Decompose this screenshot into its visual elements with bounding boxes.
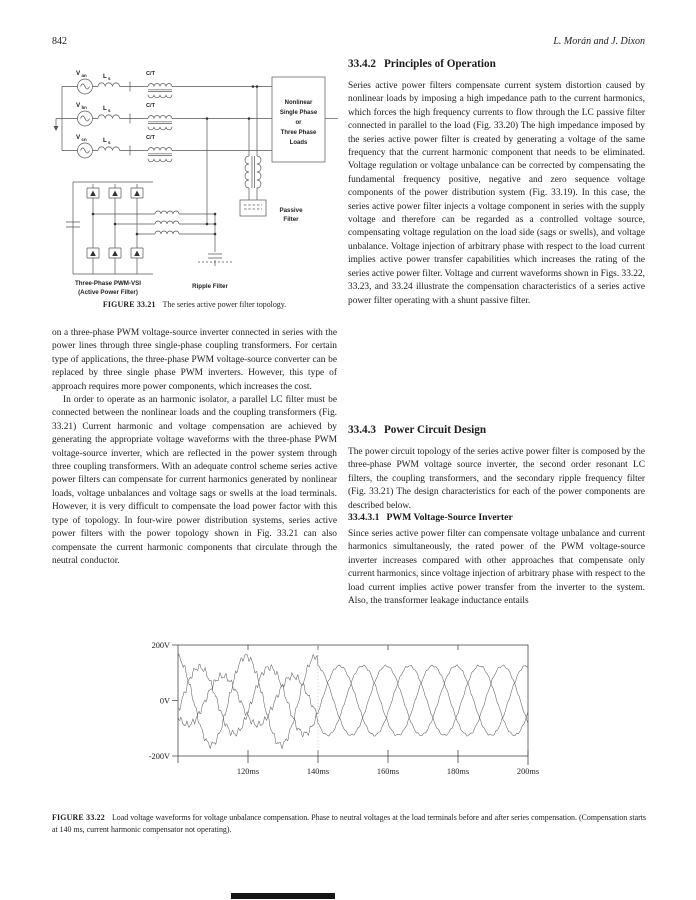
voltage-source-a — [78, 79, 93, 94]
waveform-chart-figure-33-22 — [130, 637, 560, 789]
x-tick-label: 180ms — [446, 767, 470, 776]
paragraph: The power circuit topology of the series active power filter is composed by the three-phase PWM voltage source inverter, the second order resonant LC filters, the coupling transformers, and the secondary ripple frequency filter (Fig. 33.21) The design characteristics for each of the power components are described below. — [348, 447, 645, 511]
igbt-switch — [131, 244, 143, 262]
waveform-series — [178, 654, 528, 748]
inductor-ls-b — [98, 115, 120, 119]
svg-text:s: s — [108, 108, 111, 113]
subsection-number: 33.4.3.1 — [348, 512, 380, 523]
figure-33-22-caption — [52, 812, 646, 836]
running-head-authors: L. Morán and J. Dixon — [553, 36, 645, 47]
ripple-filter-inductor — [155, 211, 179, 214]
label-nonlinear-loads — [280, 100, 318, 146]
page-number: 842 — [52, 36, 67, 47]
passive-filter-capacitor-box — [240, 200, 266, 216]
circuit-wiring — [54, 77, 339, 274]
plot-frame — [172, 645, 528, 765]
svg-text:an: an — [81, 73, 87, 78]
igbt-switch — [131, 184, 143, 202]
section-title: Power Circuit Design — [383, 424, 487, 436]
voltage-source-b — [78, 111, 93, 126]
svg-text:Nonlinear: Nonlinear — [284, 100, 313, 106]
section-heading — [348, 58, 645, 70]
svg-text:L: L — [103, 105, 107, 112]
y-tick-label: 200V — [151, 641, 170, 650]
circuit-diagram-figure-33-21 — [50, 54, 346, 302]
section-33-4-3-1 — [348, 512, 645, 608]
voltage-source-c — [78, 143, 93, 158]
inductor-ls-a — [98, 83, 120, 87]
waveform-phase-b — [178, 664, 528, 737]
label-ct-c: C/T — [146, 135, 156, 141]
coupling-transformer-c — [148, 148, 172, 162]
igbt-switch — [87, 244, 99, 262]
x-tick-label: 200ms — [516, 767, 540, 776]
svg-text:s: s — [108, 140, 111, 145]
label-passive-filter — [279, 207, 303, 223]
x-tick-label: 120ms — [236, 767, 260, 776]
figure-33-22-caption-label: FIGURE 33.22 — [52, 813, 105, 822]
svg-text:Loads: Loads — [289, 140, 308, 146]
label-vbn: V — [76, 102, 81, 109]
x-tick-label: 140ms — [306, 767, 330, 776]
subsection-title: PWM Voltage-Source Inverter — [386, 512, 513, 523]
coupling-transformer-b — [148, 116, 172, 130]
figure-33-22-caption-text: Load voltage waveforms for voltage unbalance compensation. Phase to neutral voltages at the load terminals before and after series compensation. (Compensation starts at 140 ms, current harmonic compensator not operating). — [52, 813, 646, 835]
label-pwm-vsi — [75, 280, 141, 296]
inductor-ls-c — [98, 147, 120, 151]
svg-text:or: or — [295, 120, 302, 126]
y-tick-label: -200V — [148, 752, 170, 761]
svg-text:Single Phase: Single Phase — [279, 110, 318, 116]
ripple-filter-capacitor — [208, 214, 222, 266]
paragraph: Series active power filters compensate current system distortion caused by nonlinear loads by imposing a high impedance path to the current harmonics, which forces the high frequency currents to flow through the LC passive filter connected in parallel to the load (Fig. 33.20) The high impedance imposed by the series active power filter is created by generating a voltage of the same frequency that the current harmonic component that needs to be eliminated. Voltage regulation or voltage unbalance can be corrected by compensating the fundamental frequency positive, negative and zero sequence voltage components of the power distribution system (Fig. 33.19). In this case, the series active power filter injects a voltage component in series with the supply voltage and therefore can be regarded as a controlled voltage source, compensating voltage regulation on the load side (sags or swells), and voltage unbalance. Voltage injection of arbitrary phase with respect to the load current implies active power transfer capabilities which increases the rating of the series active power filter. Voltage and current waveforms shown in Figs. 33.22, 33.23, and 33.24 illustrate the compensation characteristics of a series active power filter operating with a shunt passive filter. — [348, 81, 645, 306]
section-33-4-2 — [348, 58, 645, 308]
igbt-switch — [109, 244, 121, 262]
label-ct-b: C/T — [146, 103, 156, 109]
y-tick-label: 0V — [159, 696, 170, 706]
ripple-filter-inductor — [155, 231, 179, 234]
label-ripple-filter: Ripple Filter — [192, 283, 228, 290]
ground-symbol — [54, 126, 59, 131]
igbt-switch — [87, 184, 99, 202]
waveform-phase-c — [178, 665, 528, 736]
section-33-4-3 — [348, 424, 645, 513]
svg-text:Passive: Passive — [279, 207, 303, 214]
svg-text:L: L — [103, 137, 107, 144]
igbt-switch — [109, 184, 121, 202]
svg-text:bn: bn — [81, 105, 87, 110]
circuit-labels — [75, 70, 318, 296]
left-column-text — [52, 327, 337, 568]
figure-33-21-caption-label: FIGURE 33.21 — [102, 300, 156, 309]
section-heading — [348, 424, 645, 436]
paragraph: on a three-phase PWM voltage-source inverter connected in series with the power lines through three single-phase coupling transformers. For certain type of applications, the three-phase PWM voltage-source converter can be replaced by three single phase PWM inverters. However, this type of approach requires more power components, which increases the cost. — [52, 328, 337, 392]
svg-text:(Active Power Filter): (Active Power Filter) — [78, 289, 138, 296]
label-ls: L — [103, 73, 107, 80]
section-title: Principles of Operation — [383, 58, 496, 70]
ripple-filter-inductor — [155, 221, 179, 224]
figure-33-21-caption-text: The series active power filter topology. — [162, 300, 287, 309]
svg-text:Three Phase: Three Phase — [280, 130, 317, 136]
section-number: 33.4.3 — [348, 424, 376, 436]
scan-artifact-bar — [231, 893, 335, 899]
subsection-heading — [348, 512, 645, 523]
label-van: V — [76, 70, 81, 77]
figure-33-21-caption — [52, 299, 337, 311]
svg-text:Filter: Filter — [283, 216, 299, 223]
coupling-transformer-a — [148, 84, 172, 98]
svg-text:s: s — [108, 76, 111, 81]
paragraph: Since series active power filter can compensate voltage unbalance and current harmonics simultaneously, the rated power of the PWM voltage-source inverter increases compared with other approaches that compensate only current harmonics, since voltage injection of arbitrary phase with respect to the load current implies active power transfer from the inverter to the system. Also, the transformer leakage inductance entails — [348, 529, 645, 607]
x-tick-label: 160ms — [376, 767, 400, 776]
svg-text:Three-Phase PWM-VSI: Three-Phase PWM-VSI — [74, 280, 142, 287]
section-number: 33.4.2 — [348, 58, 376, 70]
label-ct-a: C/T — [146, 71, 156, 77]
label-vcn: V — [76, 134, 81, 141]
paragraph: In order to operate as an harmonic isolator, a parallel LC filter must be connected between the nonlinear loads and the coupling transformers (Fig. 33.21) Current harmonic and voltage compensation are achieved by generating the appropriate voltage waveforms with the three-phase PWM voltage-source inverter, which are reflected in the power system through three coupling transformers. With an adequate control scheme series active power filters can compensate for current harmonics generated by nonlinear loads, voltage unbalances and voltage sags or swells at the load terminals. However, it is very difficult to compensate the load power factor with this type of topology. In four-wire power distribution systems, series active power filters with the power topology shown in Fig. 33.21 can also compensate the current harmonic components that circulate through the neutral conductor. — [52, 395, 337, 566]
svg-text:cn: cn — [81, 137, 87, 142]
passive-filter-transformer — [245, 156, 261, 188]
